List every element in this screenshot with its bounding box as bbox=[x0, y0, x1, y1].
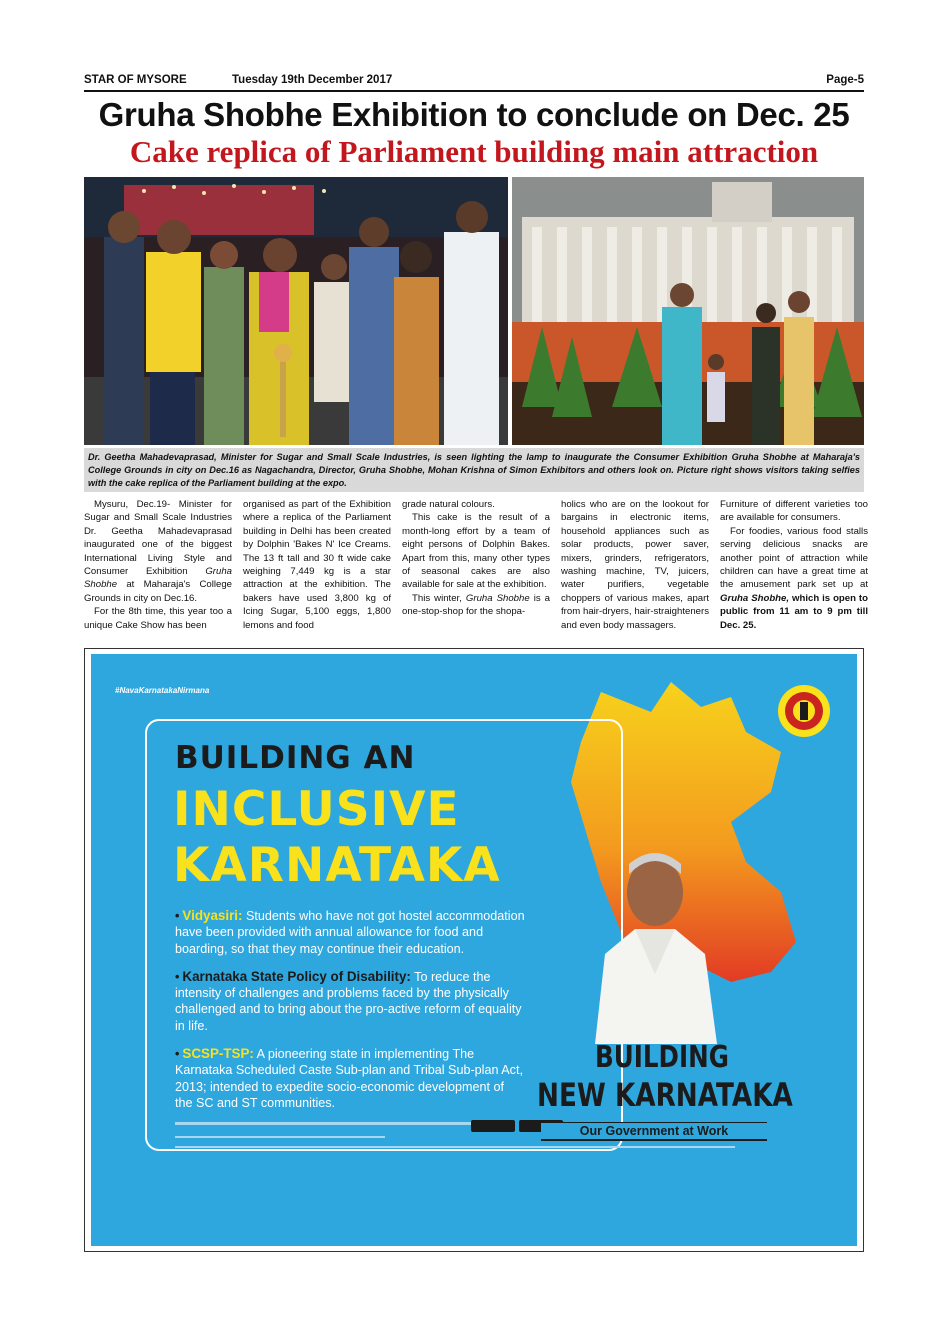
ad-heading-line-3: KARNATAKA bbox=[173, 838, 501, 893]
bullet-text: A pioneering state in implementing The Karnataka Scheduled Caste Sub-plan and Tribal Sub-plan Act, 2013; intended to expedite socio-economic development of the SC and ST communities. bbox=[175, 1047, 523, 1110]
masthead bbox=[84, 74, 864, 90]
bullet-text: To reduce the intensity of challenges and problems faced by the physically challenged and to bring about the pro-active reform of equality in life. bbox=[175, 969, 522, 1033]
ad-bullet-item bbox=[175, 908, 525, 957]
fine-print-line bbox=[175, 1136, 385, 1138]
bullet-dot-icon: • bbox=[175, 969, 180, 984]
ad-bullet-list bbox=[175, 908, 525, 1123]
ad-bullet-item bbox=[175, 969, 525, 1034]
paragraph: For the 8th time, this year too a unique Cake Show has been bbox=[84, 606, 232, 631]
italic-text: Gruha Shobhe bbox=[84, 566, 232, 591]
newspaper-name: STAR OF MYSORE bbox=[84, 74, 187, 86]
paragraph bbox=[402, 592, 550, 619]
fine-print-line bbox=[175, 1122, 475, 1125]
bullet-text: Students who have not got hostel accommodation have been provided with annual allowance for food and boarding, so that they may continue their education. bbox=[175, 909, 525, 956]
bullet-term: Karnataka State Policy of Disability: bbox=[182, 968, 411, 984]
headline: Gruha Shobhe Exhibition to conclude on Dec. 25 bbox=[98, 96, 850, 133]
paragraph: grade natural colours. bbox=[402, 499, 495, 510]
text-run: is a one-stop-shop for the shopa- bbox=[402, 592, 550, 618]
inauguration-photo bbox=[84, 177, 508, 445]
paragraph: Furniture of different varieties too are available for consumers. bbox=[720, 499, 868, 524]
fine-print-line bbox=[175, 1146, 735, 1148]
bullet-dot-icon: • bbox=[175, 1047, 180, 1062]
government-emblem bbox=[777, 684, 831, 738]
ad-heading-lines bbox=[173, 782, 501, 894]
bold-text: which is open to public from 11 am to 9 pm till Dec. 25. bbox=[720, 592, 868, 631]
paragraph: organised as part of the Exhibition where a replica of the Parliament building in Delhi has been created by Dolphin 'Bakes N' Ice Creams. The 13 ft tall and 30 ft wide cake weighing 7,449 kg is a star attraction at the exhibition. The bakers have used 3,800 kg of Icing Sugar, 5,100 eggs, 1,800 lemons and food bbox=[243, 499, 391, 631]
ad-slogan-line-1: BUILDING bbox=[595, 1040, 729, 1075]
text-run: This winter, bbox=[412, 592, 466, 604]
google-play-badge bbox=[471, 1120, 515, 1132]
ad-tagline: Our Government at Work bbox=[541, 1122, 767, 1141]
bullet-term: SCSP-TSP: bbox=[182, 1046, 254, 1062]
paragraph bbox=[720, 525, 868, 632]
leader-portrait bbox=[585, 834, 725, 1044]
paragraph bbox=[84, 498, 232, 605]
ad-hashtag: #NavaKarnatakaNirmana bbox=[115, 686, 210, 695]
article-column-2 bbox=[243, 498, 391, 632]
issue-date: Tuesday 19th December 2017 bbox=[232, 74, 393, 86]
subheadline: Cake replica of Parliament building main attraction bbox=[129, 134, 819, 169]
text-run: at Maharaja's College Grounds in city on Dec.16. bbox=[84, 579, 232, 604]
text-run: Mysuru, Dec.19- Minister for Sugar and Small Scale Industries Dr. Geetha Mahadevaprasad inaugurated one of the biggest International Living Style and Consumer Exhibition bbox=[84, 499, 232, 578]
ad-bullet-item bbox=[175, 1046, 525, 1111]
article-column-5 bbox=[720, 498, 868, 632]
article-column-4 bbox=[561, 498, 709, 632]
page-number: Page-5 bbox=[826, 74, 864, 86]
cake-replica-photo bbox=[512, 177, 864, 445]
government-advertisement bbox=[91, 654, 857, 1246]
article-column-1 bbox=[84, 498, 232, 632]
paragraph: This cake is the result of a month-long effort by a team of eight persons of Dolphin Bakes. Apart from this, many other types of seasonal cakes are also available for sale at the exhibition. bbox=[402, 512, 550, 591]
ad-slogan-line-2: NEW KARNATAKA bbox=[537, 1076, 793, 1114]
article-column-3 bbox=[402, 498, 550, 619]
masthead-rule bbox=[84, 90, 864, 92]
paragraph: holics who are on the lookout for bargains in electronic items, household appliances such as solar products, power saver, mixers, grinders, refrigerators, washing machine, TV, juicers, water purifiers, vegetable choppers of various makes, apart from hair-dryers, hair-straighteners and even body massagers. bbox=[561, 499, 709, 631]
italic-text: Gruha Shobhe bbox=[465, 592, 530, 604]
ad-heading-line-1: BUILDING AN bbox=[175, 740, 416, 776]
bullet-term: Vidyasiri: bbox=[182, 908, 243, 923]
photo-caption: Dr. Geetha Mahadevaprasad, Minister for Sugar and Small Scale Industries, is seen lighting the lamp to inaugurate the Consumer Exhibition Gruha Shobhe at Maharaja's College Grounds in city on Dec.16 as Nagachandra, Director, Gruha Shobhe, Mohan Krishna of Simon Exhibitors and others look on. Picture right shows visitors taking selfies with the cake replica of the Parliament building at the expo. bbox=[84, 448, 864, 492]
bullet-dot-icon: • bbox=[175, 909, 180, 923]
text-run: For foodies, various food stalls serving delicious snacks are another point of attraction while children can have a great time at the amusement park set up at bbox=[720, 525, 868, 591]
article-body bbox=[84, 498, 868, 648]
bold-italic-text: Gruha Shobhe, bbox=[720, 592, 790, 604]
ad-heading-line-2: INCLUSIVE bbox=[173, 782, 460, 837]
